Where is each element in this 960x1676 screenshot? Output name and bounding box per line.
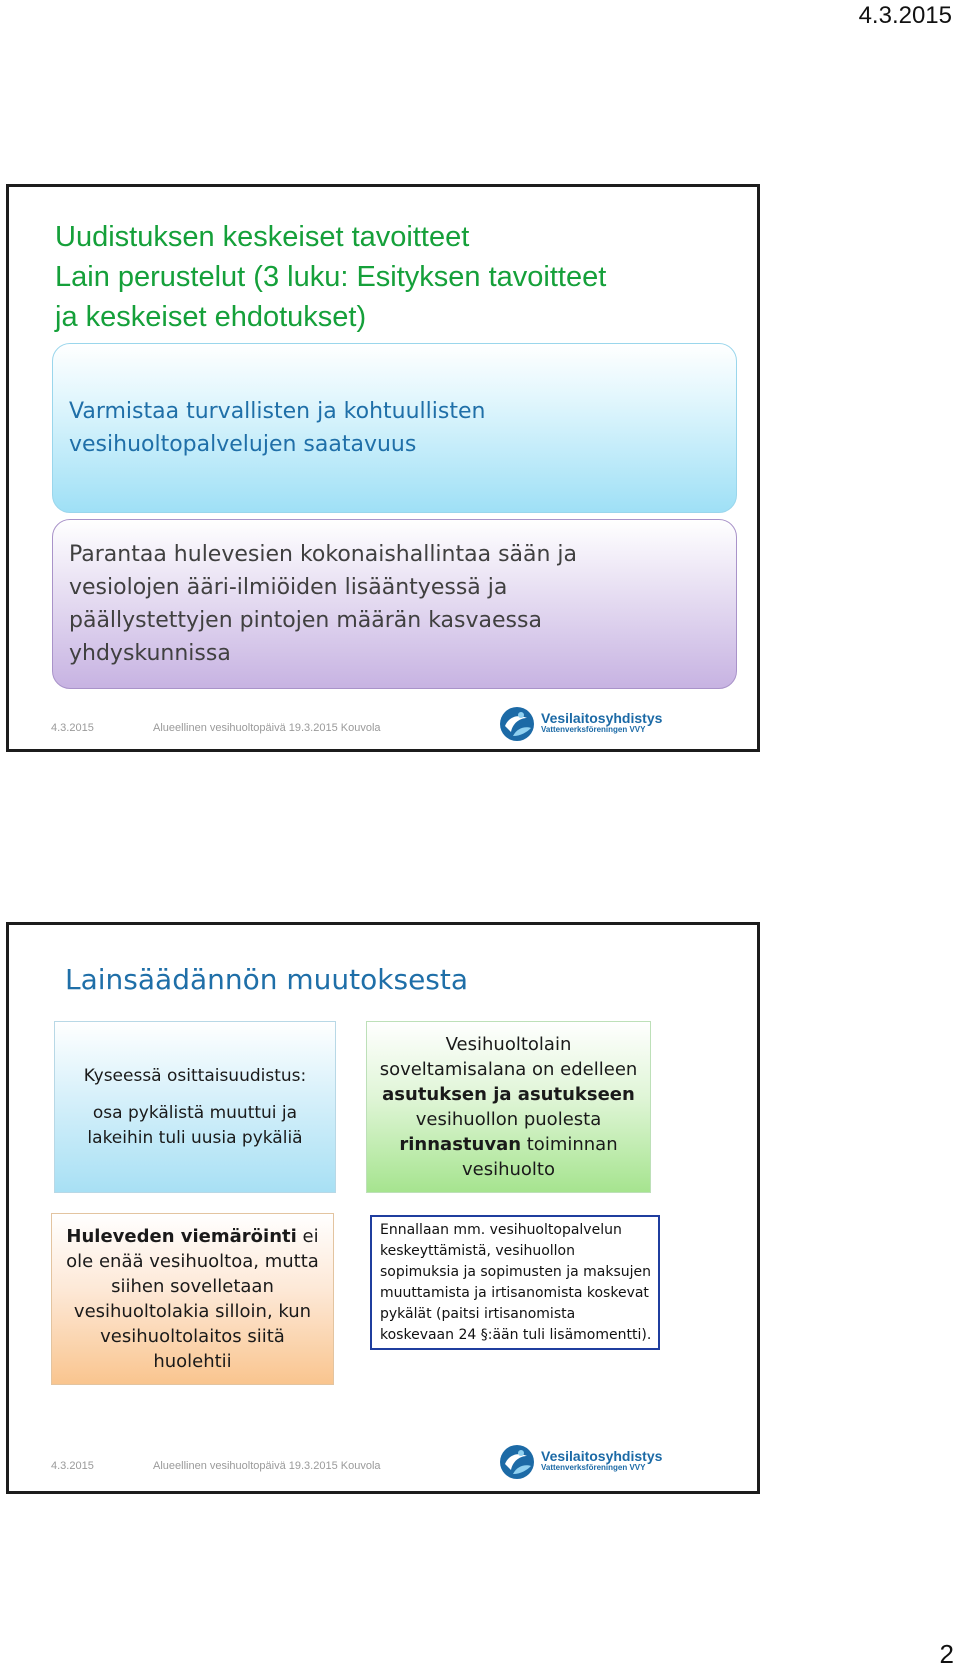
goal-text-line: yhdyskunnissa: [69, 641, 231, 666]
info-text-line: Vesihuoltolain: [445, 1034, 572, 1055]
vvy-logo: [499, 706, 662, 742]
slide-footer-date: 4.3.2015: [51, 722, 94, 734]
info-box-unchanged: [370, 1215, 660, 1350]
goal-box-stormwater: [52, 519, 737, 689]
slide-footer-text: Alueellinen vesihuoltopäivä 19.3.2015 Kouvola: [153, 1460, 381, 1472]
info-text-line: pykälät (paitsi irtisanomista: [380, 1305, 576, 1322]
goal-text-line: vesihuoltopalvelujen saatavuus: [69, 432, 417, 457]
goal-text-line: päällystettyjen pintojen määrän kasvaessa: [69, 608, 542, 633]
info-text-line: keskeyttämistä, vesihuollon: [380, 1242, 575, 1259]
info-text-line-bold: asutuksen ja asutukseen: [382, 1084, 635, 1105]
logo-subtitle: Vattenverksföreningen VVY: [541, 725, 646, 734]
goal-box-availability: [52, 343, 737, 513]
info-text-line: lakeihin tuli uusia pykäliä: [87, 1127, 303, 1148]
slide-footer-text: Alueellinen vesihuoltopäivä 19.3.2015 Kouvola: [153, 722, 381, 734]
goal-text-line: Varmistaa turvallisten ja kohtuullisten: [69, 399, 486, 424]
info-text-line: rinnastuvan toiminnan: [399, 1134, 618, 1155]
page-number: 2: [939, 1639, 954, 1669]
info-box-partial-reform: [54, 1021, 336, 1193]
title-line: Lain perustelut (3 luku: Esityksen tavoitteet: [55, 261, 607, 293]
slide-2: [6, 922, 760, 1494]
logo-name: Vesilaitosyhdistys: [541, 1448, 663, 1464]
water-drop-icon: [499, 706, 535, 742]
info-text-line: soveltamisalana on edelleen: [379, 1059, 638, 1080]
vvy-logo: [499, 1444, 662, 1480]
goal-text-line: Parantaa hulevesien kokonaishallintaa sään ja: [69, 542, 578, 567]
goal-text-line: vesiolojen ääri-ilmiöiden lisääntyessä ja: [69, 575, 508, 600]
info-text-line: vesihuolto: [461, 1159, 555, 1180]
title-line: Uudistuksen keskeiset tavoitteet: [55, 221, 470, 253]
info-box-scope: [366, 1021, 651, 1193]
info-text-line: vesihuoltolaitos siitä: [100, 1326, 285, 1347]
info-text-line: Huleveden viemäröinti ei: [66, 1226, 319, 1247]
slide-footer-date: 4.3.2015: [51, 1460, 94, 1472]
slide-1-title: [55, 217, 735, 337]
info-text-line: huolehtii: [153, 1351, 232, 1372]
info-text-line: koskevaan 24 §:ään tuli lisämomentti).: [380, 1326, 652, 1343]
title-line: ja keskeiset ehdotukset): [55, 301, 367, 333]
slide-1: [6, 184, 760, 752]
info-text-line: osa pykälistä muuttui ja: [92, 1102, 298, 1123]
info-text-line: vesihuoltolakia silloin, kun: [73, 1301, 312, 1322]
page-date: 4.3.2015: [858, 2, 952, 29]
info-text-line: Kyseessä osittaisuudistus:: [83, 1065, 307, 1086]
info-box-stormwater-drainage: [51, 1213, 334, 1385]
info-text-line: muuttamista ja irtisanomista koskevat: [380, 1284, 649, 1301]
logo-subtitle: Vattenverksföreningen VVY: [541, 1463, 646, 1472]
info-text-line: Ennallaan mm. vesihuoltopalvelun: [380, 1221, 622, 1238]
slide-2-title: Lainsäädännön muutoksesta: [65, 963, 469, 996]
info-text-line: ole enää vesihuoltoa, mutta: [66, 1251, 319, 1272]
logo-name: Vesilaitosyhdistys: [541, 710, 663, 726]
info-text-line: sopimuksia ja sopimusten ja maksujen: [380, 1263, 652, 1280]
water-drop-icon: [499, 1444, 535, 1480]
info-text-line: vesihuollon puolesta: [415, 1109, 602, 1130]
info-text-line: siihen sovelletaan: [111, 1276, 274, 1297]
